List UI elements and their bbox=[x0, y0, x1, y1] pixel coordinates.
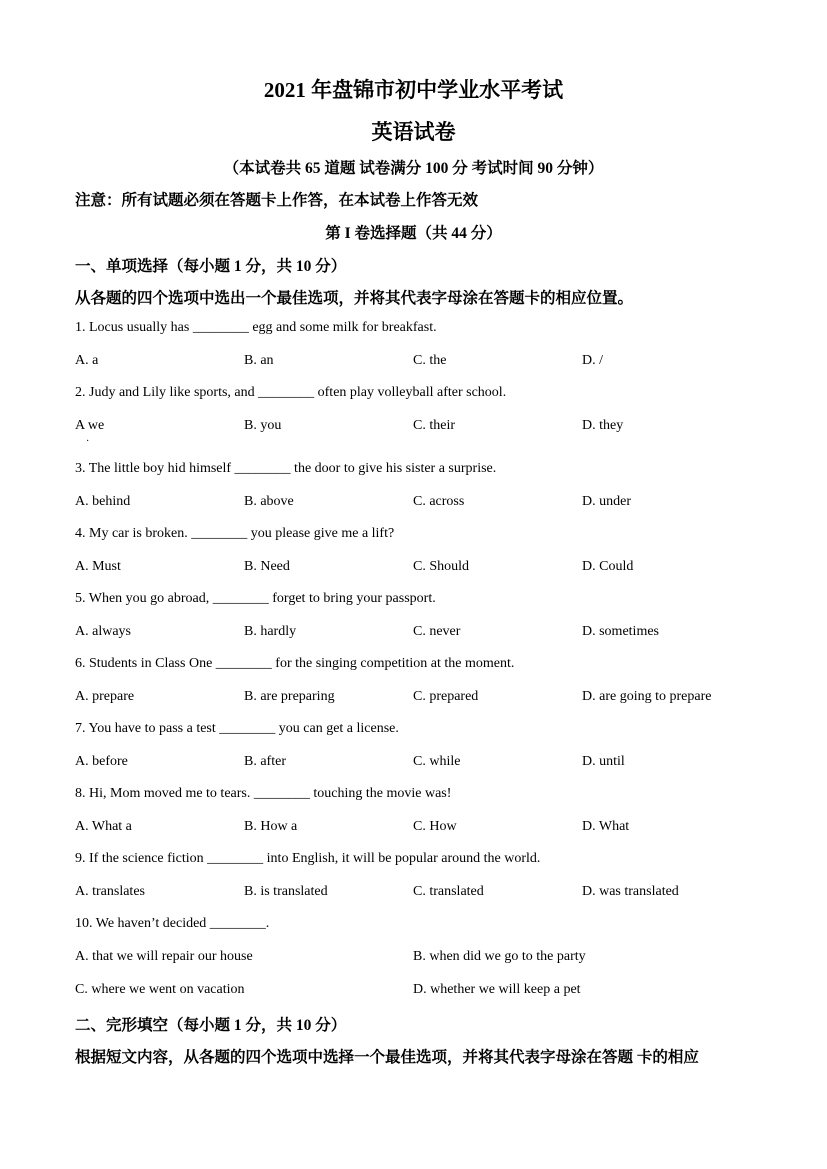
option-d: D. sometimes bbox=[582, 624, 659, 639]
option-a: A. translates bbox=[75, 884, 145, 899]
option-a: A. What a bbox=[75, 819, 132, 834]
option-c: C. while bbox=[413, 754, 461, 769]
option-d: D. until bbox=[582, 754, 625, 769]
option-a: A we bbox=[75, 418, 105, 433]
option-d: D. whether we will keep a pet bbox=[413, 982, 581, 997]
option-c: C. across bbox=[413, 494, 465, 509]
option-c: C. prepared bbox=[413, 689, 479, 704]
option-b: B. after bbox=[244, 754, 286, 769]
question-stem: 2. Judy and Lily like sports, and ________ often play volleyball after school. bbox=[75, 385, 507, 400]
exam-subject: 英语试卷 bbox=[371, 120, 456, 144]
section1-heading: 一、单项选择（每小题 1 分，共 10 分） bbox=[75, 258, 347, 275]
option-b: B. an bbox=[244, 353, 274, 368]
option-a: A. behind bbox=[75, 494, 131, 509]
option-b: B. are preparing bbox=[244, 689, 335, 704]
question-stem: 10. We haven’t decided ________. bbox=[75, 916, 270, 931]
option-a: A. prepare bbox=[75, 689, 135, 704]
option-b: B. How a bbox=[244, 819, 298, 834]
question-stem: 3. The little boy hid himself ________ the door to give his sister a surprise. bbox=[75, 461, 497, 476]
exam-title: 2021 年盘锦市初中学业水平考试 bbox=[263, 78, 564, 102]
option-a: A. before bbox=[75, 754, 128, 769]
option-a: A. that we will repair our house bbox=[75, 949, 253, 964]
option-d: D. / bbox=[582, 353, 603, 368]
question-stem: 6. Students in Class One ________ for the singing competition at the moment. bbox=[75, 656, 515, 671]
question-stem: 4. My car is broken. ________ you please give me a lift? bbox=[75, 526, 395, 541]
option-d: D. What bbox=[582, 819, 630, 834]
option-b: B. you bbox=[244, 418, 282, 433]
option-c: C. where we went on vacation bbox=[75, 982, 245, 997]
option-c: C. their bbox=[413, 418, 455, 433]
option-d: D. they bbox=[582, 418, 624, 433]
question-stem: 5. When you go abroad, ________ forget to bring your passport. bbox=[75, 591, 436, 606]
option-a: A. Must bbox=[75, 559, 121, 574]
notice: 注意：所有试题必须在答题卡上作答，在本试卷上作答无效 bbox=[75, 192, 479, 209]
option-c: C. Should bbox=[413, 559, 470, 574]
question-stem: 8. Hi, Mom moved me to tears. ________ touching the movie was! bbox=[75, 786, 452, 801]
stray-dot: · bbox=[86, 436, 90, 447]
section2-instruction: 根据短文内容，从各题的四个选项中选择一个最佳选项，并将其代表字母涂在答题 卡的相应 bbox=[75, 1049, 699, 1066]
section1-instruction: 从各题的四个选项中选出一个最佳选项，并将其代表字母涂在答题卡的相应位置。 bbox=[75, 290, 634, 307]
section2-heading: 二、完形填空（每小题 1 分，共 10 分） bbox=[75, 1017, 347, 1034]
exam-info: （本试卷共 65 道题 试卷满分 100 分 考试时间 90 分钟） bbox=[223, 160, 604, 177]
question-stem: 9. If the science fiction ________ into English, it will be popular around the world. bbox=[75, 851, 541, 866]
option-d: D. under bbox=[582, 494, 631, 509]
option-b: B. Need bbox=[244, 559, 290, 574]
option-c: C. How bbox=[413, 819, 457, 834]
option-b: B. above bbox=[244, 494, 294, 509]
part-title: 第 I 卷选择题（共 44 分） bbox=[325, 225, 502, 242]
question-stem: 7. You have to pass a test ________ you can get a license. bbox=[75, 721, 399, 736]
option-c: C. never bbox=[413, 624, 461, 639]
option-c: C. the bbox=[413, 353, 447, 368]
option-b: B. is translated bbox=[244, 884, 328, 899]
option-d: D. was translated bbox=[582, 884, 679, 899]
option-a: A. always bbox=[75, 624, 131, 639]
option-c: C. translated bbox=[413, 884, 484, 899]
option-b: B. hardly bbox=[244, 624, 297, 639]
option-d: D. are going to prepare bbox=[582, 689, 712, 704]
question-stem: 1. Locus usually has ________ egg and some milk for breakfast. bbox=[75, 320, 437, 335]
option-d: D. Could bbox=[582, 559, 634, 574]
option-a: A. a bbox=[75, 353, 99, 368]
option-b: B. when did we go to the party bbox=[413, 949, 586, 964]
